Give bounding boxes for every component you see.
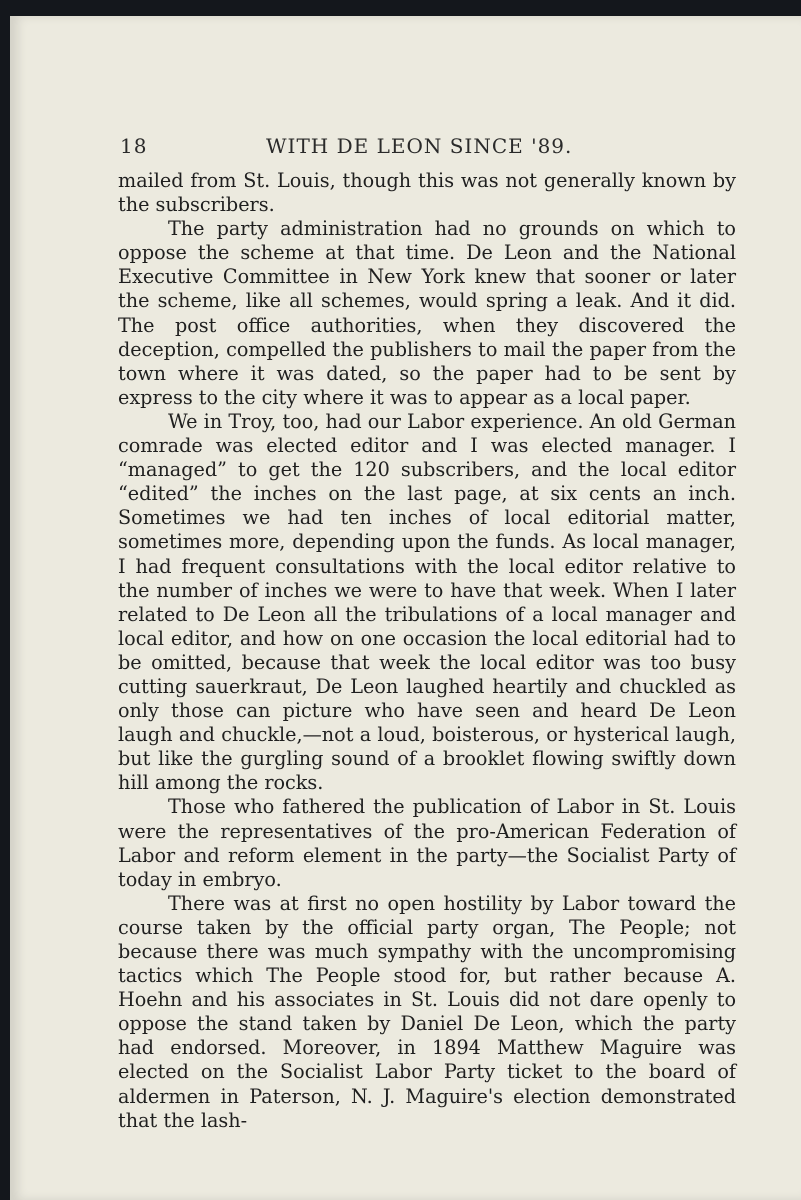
paragraph: Those who fathered the publication of Labor in St. Louis were the representatives of the pro-American Federation of Labor and reform element in the party—the Socialist Party of today in embryo.: [118, 795, 736, 891]
paragraph: There was at first no open hostility by Labor toward the course taken by the official party organ, The People; not because there was much sympathy with the uncompromising tactics which The People stood for, but rather because A. Hoehn and his associates in St. Louis did not dare openly to oppose the stand taken by Daniel De Leon, which the party had endorsed. Moreover, in 1894 Matthew Maguire was elected on the Socialist Labor Party ticket to the board of aldermen in Paterson, N. J. Maguire's election demonstrated that the lash-: [118, 891, 736, 1132]
book-page: [10, 16, 801, 1200]
running-title: WITH DE LEON SINCE '89.: [266, 134, 573, 158]
paragraph: We in Troy, too, had our Labor experience. An old German comrade was elected editor and I was elected manager. I “managed” to get the 120 subscribers, and the local editor “edited” the inches on the last page, at six cents an inch. Sometimes we had ten inches of local editorial matter, sometimes more, depending upon the funds. As local manager, I had frequent consultations with the local editor relative to the number of inches we were to have that week. When I later related to De Leon all the tribulations of a local manager and local editor, and how on one occasion the local editorial had to be omitted, because that week the local editor was too busy cutting sauerkraut, De Leon laughed heartily and chuckled as only those can picture who have seen and heard De Leon laugh and chuckle,—not a loud, boisterous, or hysterical laugh, but like the gurgling sound of a brooklet flowing swiftly down hill among the rocks.: [118, 409, 736, 795]
paragraph: mailed from St. Louis, though this was not generally known by the subscribers.: [118, 169, 736, 217]
body-text: [118, 169, 736, 1133]
page-number: 18: [120, 134, 148, 158]
paragraph: The party administration had no grounds on which to oppose the scheme at that time. De Leon and the National Executive Committee in New York knew that sooner or later the scheme, like all schemes, would spring a leak. And it did. The post office authorities, when they discovered the deception, compelled the publishers to mail the paper from the town where it was dated, so the paper had to be sent by express to the city where it was to appear as a local paper.: [118, 217, 736, 409]
